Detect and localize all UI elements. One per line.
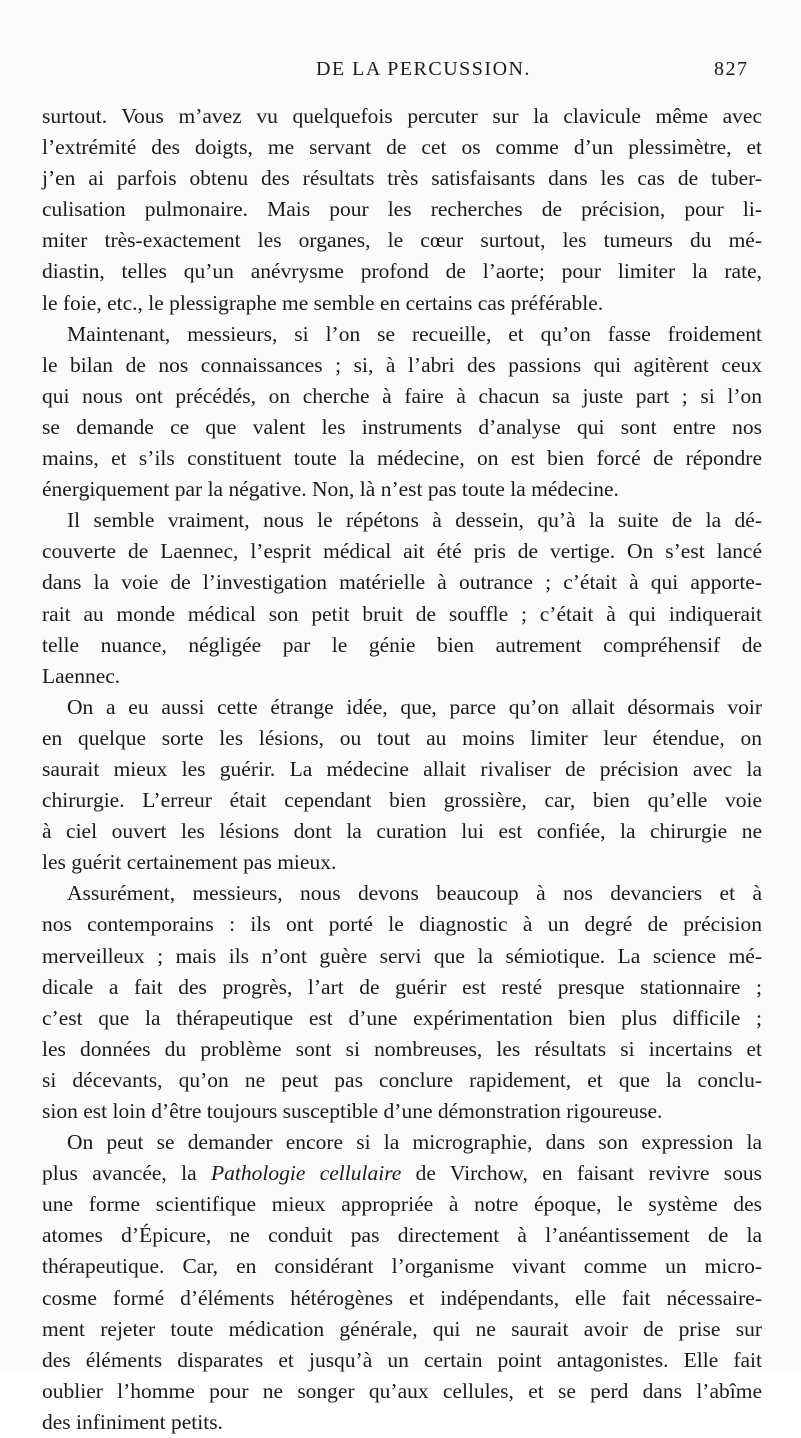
running-header: [0, 58, 801, 88]
text-line: [42, 1158, 762, 1189]
text-line: si décevants, qu’on ne peut pas conclure rapidement, et que la conclu-: [42, 1067, 762, 1092]
text-run: plus avancée, la: [42, 1161, 212, 1186]
text-line: diastin, telles qu’un anévrysme profond de l’aorte; pour limiter la rate,: [42, 259, 762, 284]
text-line: miter très-exactement les organes, le cœur surtout, les tumeurs du mé-: [42, 228, 762, 253]
text-line: On a eu aussi cette étrange idée, que, parce qu’on allait désormais voir: [67, 694, 762, 719]
text-line: telle nuance, négligée par le génie bien autrement compréhensif de: [42, 632, 762, 657]
text-line: une forme scientifique mieux appropriée à notre époque, le système des: [42, 1192, 762, 1217]
text-line: le foie, etc., le plessigraphe me semble en certains cas préférable.: [42, 290, 604, 315]
text-line: dans la voie de l’investigation matérielle à outrance ; c’était à qui apporte-: [42, 570, 762, 595]
text-line: j’en ai parfois obtenu des résultats très satisfaisants dans les cas de tuber-: [42, 166, 762, 191]
text-line: ment rejeter toute médication générale, qui ne saurait avoir de prise sur: [42, 1316, 762, 1341]
text-line: chirurgie. L’erreur était cependant bien grossière, car, bien qu’elle voie: [42, 788, 762, 813]
text-line: c’est que la thérapeutique est d’une expérimentation bien plus difficile ;: [42, 1005, 762, 1030]
text-line: cosme formé d’éléments hétérogènes et indépendants, elle fait nécessaire-: [42, 1285, 762, 1310]
text-line: merveilleux ; mais ils n’ont guère servi que la sémiotique. La science mé-: [42, 943, 762, 968]
text-line: oublier l’homme pour ne songer qu’aux cellules, et se perd dans l’abîme: [42, 1378, 762, 1403]
text-line: saurait mieux les guérir. La médecine allait rivaliser de précision avec la: [42, 756, 762, 781]
text-line: énergiquement par la négative. Non, là n’est pas toute la médecine.: [42, 477, 619, 502]
running-title: DE LA PERCUSSION.: [316, 58, 531, 80]
text-line: rait au monde médical son petit bruit de souffle ; c’était à qui indiquerait: [42, 601, 762, 626]
text-line: les données du problème sont si nombreuses, les résultats si incertains et: [42, 1036, 762, 1061]
text-line: mains, et s’ils constituent toute la médecine, on est bien forcé de répondre: [42, 446, 762, 471]
page-number: 827: [714, 58, 749, 80]
text-line: Laennec.: [42, 663, 121, 688]
text-run: de Virchow, en faisant revivre sous: [401, 1161, 762, 1186]
text-line: se demande ce que valent les instruments d’analyse qui sont entre nos: [42, 414, 762, 439]
text-line: les guérit certainement pas mieux.: [42, 850, 337, 875]
text-line: le bilan de nos connaissances ; si, à l’abri des passions qui agitèrent ceux: [42, 352, 762, 377]
text-line: On peut se demander encore si la micrographie, dans son expression la: [67, 1130, 762, 1155]
text-line: surtout. Vous m’avez vu quelquefois percuter sur la clavicule même avec: [42, 104, 762, 128]
text-line: en quelque sorte les lésions, ou tout au moins limiter leur étendue, on: [42, 725, 762, 750]
text-line: Maintenant, messieurs, si l’on se recueille, et qu’on fasse froidement: [67, 321, 762, 346]
text-line: des éléments disparates et jusqu’à un certain point antagonistes. Elle fait: [42, 1347, 762, 1372]
text-line: Assurément, messieurs, nous devons beaucoup à nos devanciers et à: [67, 881, 762, 906]
text-line: à ciel ouvert les lésions dont la curation lui est confiée, la chirurgie ne: [42, 819, 762, 844]
text-line: l’extrémité des doigts, me servant de cet os comme d’un plessimètre, et: [42, 135, 762, 160]
text-line: dicale a fait des progrès, l’art de guérir est resté presque stationnaire ;: [42, 974, 762, 999]
text-line: thérapeutique. Car, en considérant l’organisme vivant comme un micro-: [42, 1254, 762, 1279]
text-line: Il semble vraiment, nous le répétons à dessein, qu’à la suite de la dé-: [67, 508, 762, 533]
book-title-italic: Pathologie cellulaire: [211, 1161, 402, 1186]
text-line: des infiniment petits.: [42, 1409, 223, 1434]
text-line: atomes d’Épicure, ne conduit pas directement à l’anéantissement de la: [42, 1223, 762, 1248]
text-line: qui nous ont précédés, on cherche à faire à chacun sa juste part ; si l’on: [42, 383, 762, 408]
text-line: culisation pulmonaire. Mais pour les recherches de précision, pour li-: [42, 197, 762, 222]
text-line: sion est loin d’être toujours susceptible d’une démonstration rigoureuse.: [42, 1099, 663, 1123]
body-text: [42, 101, 762, 1438]
text-line: nos contemporains : ils ont porté le diagnostic à un degré de précision: [42, 912, 762, 937]
text-line: couverte de Laennec, l’esprit médical ait été pris de vertige. On s’est lancé: [42, 539, 762, 564]
